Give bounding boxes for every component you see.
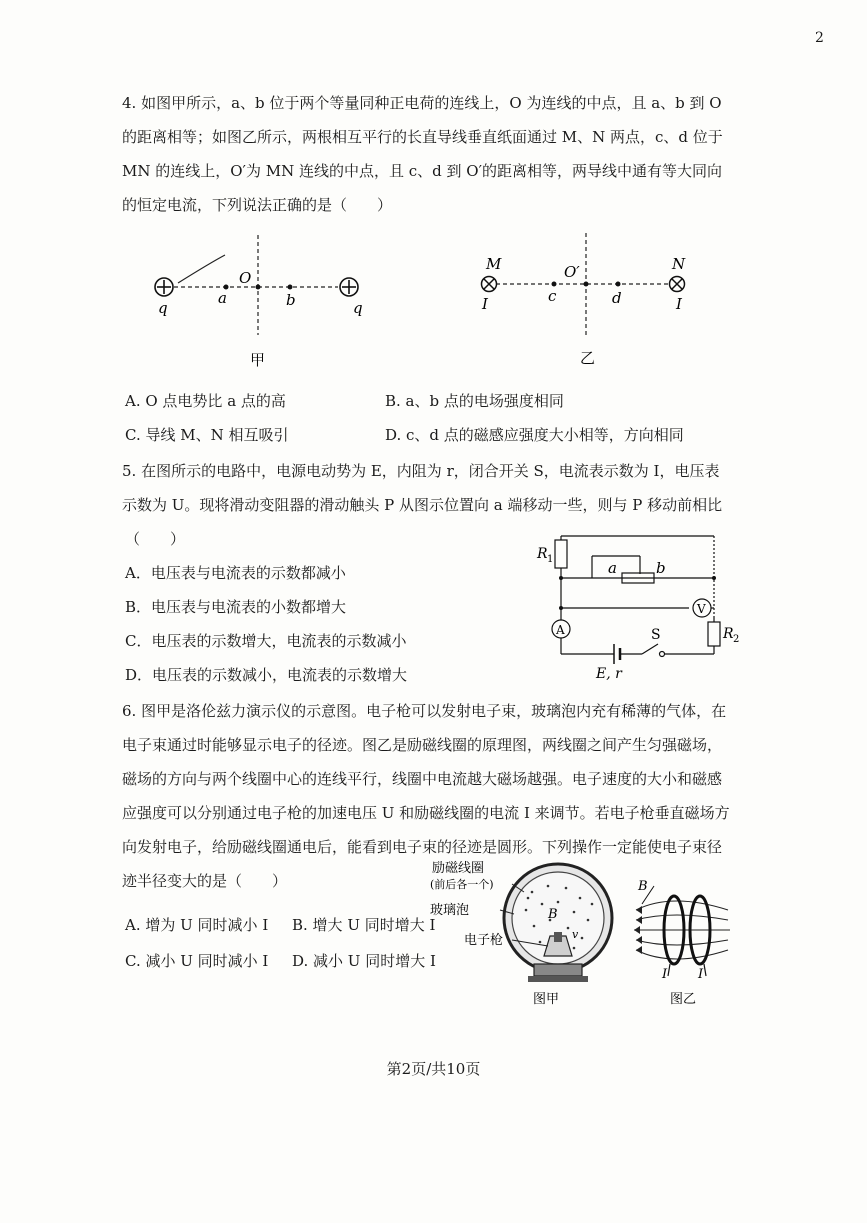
q6-figure-jia bbox=[430, 858, 630, 1010]
question-4-stem: 4. 如图甲所示，a、b 位于两个等量同种正电荷的连线上，O 为连线的中点，且 a、b 到 O 的距离相等；如图乙所示，两根相互平行的长直导线垂直纸面通过 M、N 两点，c、d 位于 MN 的连线上，O′为 MN 连线的中点，且 c、d 到 O′的距离相等，两导线中通有等大同向的恒定电流，下列说法正确的是（ ） bbox=[122, 94, 723, 214]
label-B-jia: B bbox=[548, 907, 558, 922]
question-4-figures bbox=[120, 225, 760, 375]
figure-jia bbox=[155, 235, 363, 369]
label-b: b bbox=[286, 291, 296, 309]
label-coil: 励磁线圈 bbox=[432, 861, 485, 876]
label-q-right: q bbox=[353, 299, 363, 317]
q4-option-a: A. O 点电势比 a 点的高 bbox=[125, 392, 286, 410]
label-R1: R bbox=[537, 546, 548, 562]
label-I-right: I bbox=[676, 295, 682, 313]
label-v: v bbox=[572, 928, 579, 941]
label-electron-gun: 电子枪 bbox=[464, 933, 504, 948]
caption-figure-jia: 图甲 bbox=[533, 992, 560, 1007]
q5-bracket: （ ） bbox=[125, 530, 186, 548]
label-R2-sub: 2 bbox=[733, 634, 740, 645]
label-R2: R bbox=[723, 626, 734, 642]
label-c: c bbox=[548, 287, 557, 305]
q6-figure-yi bbox=[632, 876, 732, 1010]
label-switch-S: S bbox=[651, 627, 661, 643]
question-6-stem: 6. 图甲是洛伦兹力演示仪的示意图。电子枪可以发射电子束，玻璃泡内充有稀薄的气体，在电子束通过时能够显示电子的径迹。图乙是励磁线圈的原理图，两线圈之间产生匀强磁场，磁场的方向与两个线圈中心的连线平行，线圈中电流越大磁场越强。电子速度的大小和磁感应强度可以分别通过电子枪的加速电压 U 和励磁线圈的电流 I 来调节。若电子枪垂直磁场方向发射电子，给励磁线圈通电后，能看到电子束的径迹是圆形。下列操作一定能使电子束径迹半径变大的是（ ） bbox=[122, 702, 730, 890]
figure-yi bbox=[481, 233, 686, 367]
positive-charge-right bbox=[340, 278, 358, 296]
label-B-yi: B bbox=[638, 879, 648, 894]
label-a: a bbox=[218, 289, 227, 307]
voltmeter-icon: V bbox=[697, 602, 706, 616]
q4-option-b: B. a、b 点的电场强度相同 bbox=[385, 392, 564, 410]
caption-jia: 甲 bbox=[250, 351, 266, 369]
label-I-left: I bbox=[482, 295, 488, 313]
label-O-prime: O′ bbox=[564, 263, 580, 281]
q5-option-d: D．电压表的示数减小，电流表的示数增大 bbox=[125, 666, 408, 684]
q6-option-a: A. 增为 U 同时减小 I bbox=[125, 916, 269, 934]
label-q-left: q bbox=[158, 299, 168, 317]
wire-N-into-page-icon bbox=[670, 277, 685, 292]
caption-yi: 乙 bbox=[580, 349, 596, 367]
q4-option-c: C. 导线 M、N 相互吸引 bbox=[125, 426, 289, 444]
q5-option-a: A．电压表与电流表的示数都减小 bbox=[125, 564, 346, 582]
label-E-r: E, r bbox=[596, 666, 622, 682]
q4-option-d: D. c、d 点的磁感应强度大小相等，方向相同 bbox=[385, 426, 684, 444]
label-M: M bbox=[486, 255, 502, 273]
page-number: 2 bbox=[815, 30, 824, 46]
q6-option-d: D. 减小 U 同时增大 I bbox=[292, 952, 436, 970]
label-R1-sub: 1 bbox=[547, 554, 554, 565]
page-footer: 第2页/共10页 bbox=[386, 1060, 481, 1078]
label-coil-note: (前后各一个) bbox=[430, 878, 494, 891]
q5-option-b: B．电压表与电流表的小数都增大 bbox=[125, 598, 347, 616]
q6-option-b: B. 增大 U 同时增大 I bbox=[292, 916, 436, 934]
question-5-stem: 5. 在图所示的电路中，电源电动势为 E，内阻为 r，闭合开关 S，电流表示数为 I，电压表示数为 U。现将滑动变阻器的滑动触头 P 从图示位置向 a 端移动一些，则与 P 移动前相比 bbox=[122, 462, 723, 514]
label-I-right-coil: I bbox=[698, 967, 704, 982]
caption-figure-yi: 图乙 bbox=[670, 992, 697, 1007]
wire-M-into-page-icon bbox=[482, 277, 497, 292]
label-rheostat-b: b bbox=[656, 559, 666, 577]
label-d: d bbox=[612, 289, 622, 307]
label-O: O bbox=[239, 269, 252, 287]
label-I-left-coil: I bbox=[662, 967, 668, 982]
label-N: N bbox=[672, 255, 686, 273]
label-rheostat-a: a bbox=[608, 559, 617, 577]
q6-option-c: C. 减小 U 同时减小 I bbox=[125, 952, 269, 970]
q5-circuit-diagram bbox=[530, 526, 750, 686]
positive-charge-left bbox=[155, 278, 173, 296]
ammeter-icon: A bbox=[556, 623, 565, 637]
label-glass-bulb: 玻璃泡 bbox=[430, 903, 470, 918]
q5-option-c: C．电压表的示数增大，电流表的示数减小 bbox=[125, 632, 407, 650]
